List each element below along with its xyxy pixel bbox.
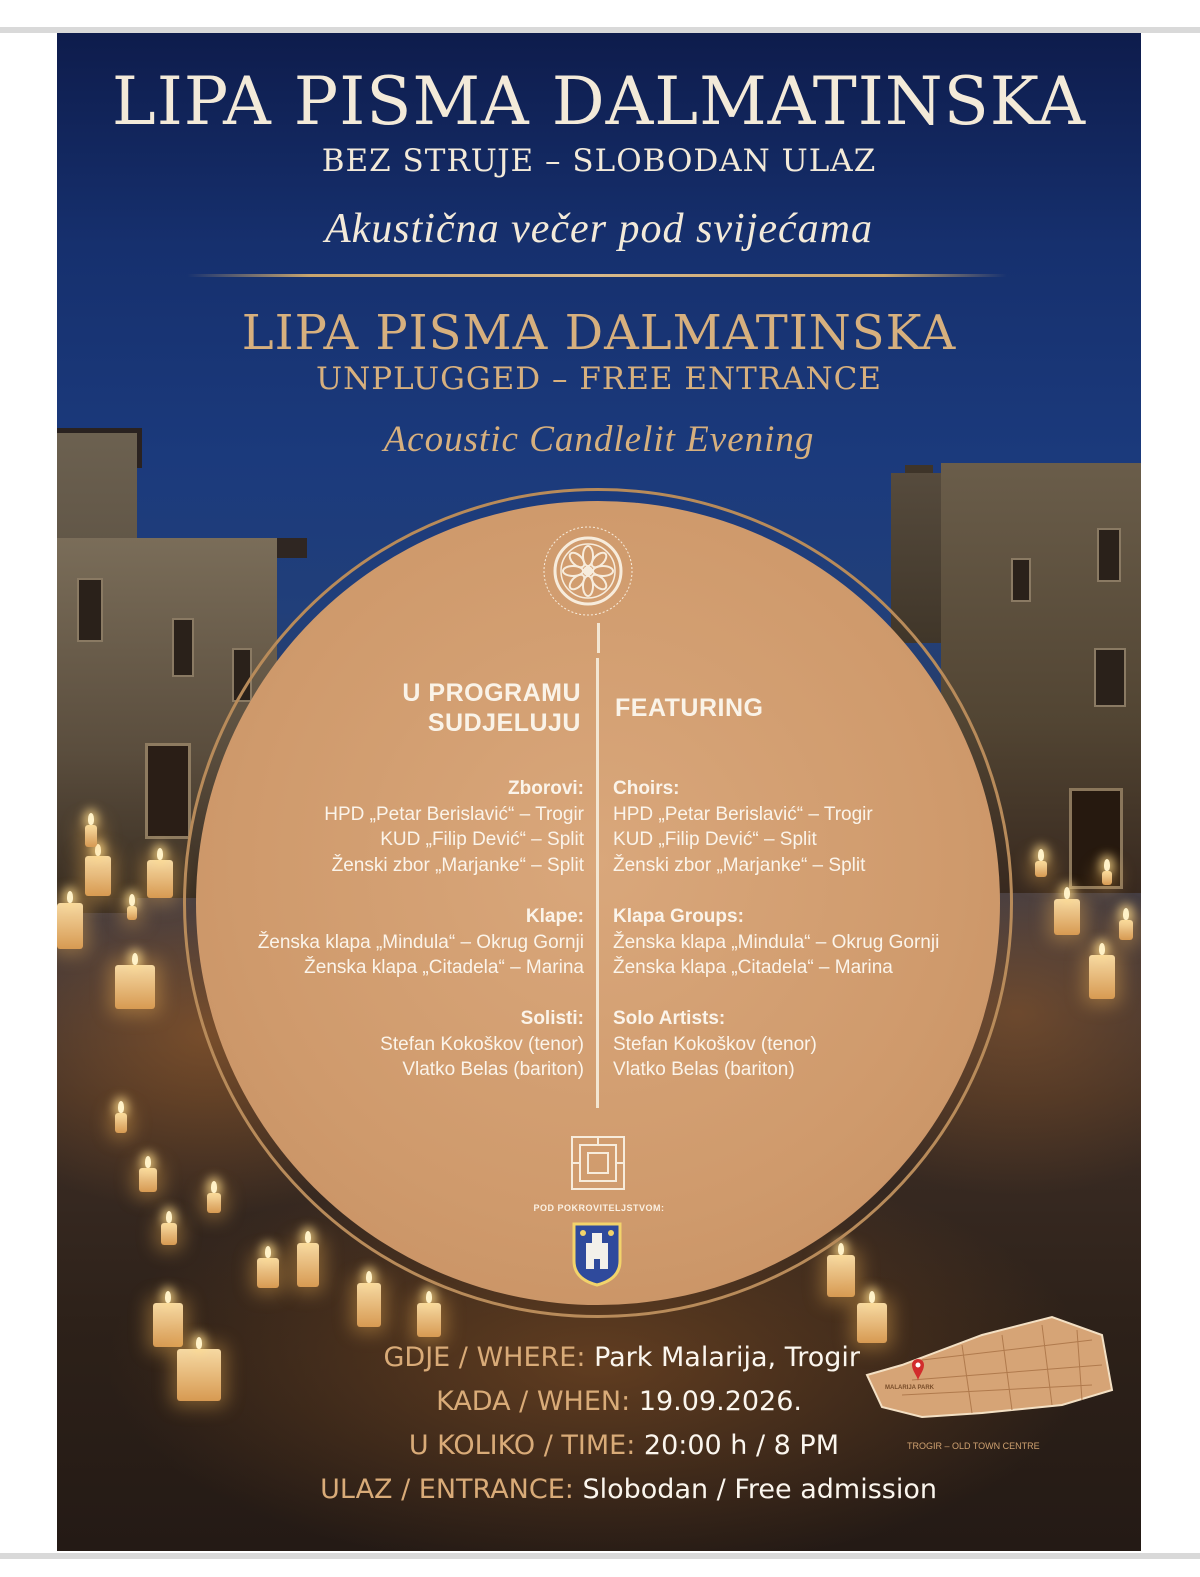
list-item: KUD „Filip Dević“ – Split xyxy=(613,829,817,850)
program-heading-croatian xyxy=(321,678,581,738)
building-window xyxy=(1011,558,1031,602)
list-item: HPD „Petar Berislavić“ – Trogir xyxy=(613,803,873,825)
emblem-stem xyxy=(597,623,600,653)
choirs-list-english xyxy=(613,776,873,878)
list-item: Ženska klapa „Mindula“ – Okrug Gornji xyxy=(257,931,584,953)
where-value: Park Malarija, Trogir xyxy=(594,1342,860,1373)
candle xyxy=(357,1283,381,1327)
list-item: Ženski zbor „Marjanke“ – Split xyxy=(613,854,866,876)
choirs-label: Choirs: xyxy=(613,778,680,799)
candle xyxy=(297,1243,319,1287)
title-english: LIPA PISMA DALMATINSKA xyxy=(241,305,957,361)
bottom-border xyxy=(0,1553,1200,1559)
trogir-maze-logo-icon xyxy=(568,1133,628,1193)
candle xyxy=(257,1258,279,1288)
when-value: 19.09.2026. xyxy=(638,1386,802,1417)
tagline-croatian: Akustična večer pod svijećama xyxy=(325,206,873,252)
list-item: Stefan Kokoškov (tenor) xyxy=(613,1033,817,1055)
klape-list-english xyxy=(613,904,939,981)
candle xyxy=(85,825,97,847)
city-coat-of-arms-icon xyxy=(571,1221,623,1287)
candle xyxy=(1089,955,1115,999)
candle xyxy=(127,906,137,920)
event-poster xyxy=(57,33,1141,1551)
list-item: Ženska klapa „Citadela“ – Marina xyxy=(613,957,893,978)
list-item: Ženski zbor „Marjanke“ – Split xyxy=(331,854,584,876)
building-window xyxy=(1097,528,1121,582)
candle xyxy=(1102,871,1112,885)
tagline-english: Acoustic Candlelit Evening xyxy=(383,419,815,460)
candle xyxy=(1054,899,1080,935)
candle xyxy=(161,1223,177,1245)
candle xyxy=(57,903,83,949)
program-heading-line2: SUDJELUJU xyxy=(427,709,581,737)
right-building-door xyxy=(1069,788,1123,889)
list-item: Ženska klapa „Citadela“ – Marina xyxy=(304,957,584,978)
choirs-list-croatian xyxy=(324,776,584,878)
list-item: Vlatko Belas (bariton) xyxy=(613,1059,795,1080)
list-item: Vlatko Belas (bariton) xyxy=(402,1059,584,1080)
candle xyxy=(827,1255,855,1297)
list-item: HPD „Petar Berislavić“ – Trogir xyxy=(324,803,584,825)
candle xyxy=(147,860,173,898)
candle xyxy=(139,1168,157,1192)
klape-label: Klape: xyxy=(525,906,584,927)
header-divider xyxy=(187,274,1007,277)
candle xyxy=(1035,861,1047,877)
where-label: GDJE / WHERE: xyxy=(383,1342,586,1373)
candle xyxy=(417,1303,441,1337)
title-croatian: LIPA PISMA DALMATINSKA xyxy=(111,63,1087,140)
candle xyxy=(1119,920,1133,940)
building-window xyxy=(1094,648,1126,707)
candle xyxy=(85,856,111,896)
time-label: U KOLIKO / TIME: xyxy=(408,1430,636,1461)
old-town-map xyxy=(862,1295,1117,1445)
map-caption: TROGIR – OLD TOWN CENTRE xyxy=(907,1441,1040,1451)
program-heading-line1: U PROGRAMU xyxy=(402,679,581,707)
klape-label: Klapa Groups: xyxy=(613,906,744,927)
soloists-list-croatian xyxy=(380,1006,584,1083)
when-label: KADA / WHEN: xyxy=(436,1386,631,1417)
building-window xyxy=(172,618,194,677)
column-divider xyxy=(596,658,599,1108)
list-item: Stefan Kokoškov (tenor) xyxy=(380,1033,584,1055)
candle xyxy=(115,1113,127,1133)
left-building-door xyxy=(145,743,191,839)
building-window xyxy=(77,578,103,642)
choirs-label: Zborovi: xyxy=(508,778,584,799)
soloists-label: Solo Artists: xyxy=(613,1008,726,1029)
festival-rosette-icon xyxy=(540,523,636,619)
soloists-label: Solisti: xyxy=(520,1008,584,1029)
info-where xyxy=(57,1343,860,1373)
info-time xyxy=(57,1431,839,1461)
program-heading-english: FEATURING xyxy=(615,694,764,722)
map-marker-label: MALARIJA PARK xyxy=(885,1385,934,1391)
info-entrance xyxy=(57,1475,937,1505)
candle xyxy=(153,1303,183,1347)
candle xyxy=(115,965,155,1009)
list-item: KUD „Filip Dević“ – Split xyxy=(380,829,584,850)
list-item: Ženska klapa „Mindula“ – Okrug Gornji xyxy=(613,931,940,953)
info-when xyxy=(57,1387,802,1417)
entrance-value: Slobodan / Free admission xyxy=(582,1474,937,1505)
subtitle-croatian: BEZ STRUJE – SLOBODAN ULAZ xyxy=(321,143,877,179)
entrance-label: ULAZ / ENTRANCE: xyxy=(320,1474,574,1505)
klape-list-croatian xyxy=(258,904,584,981)
subtitle-english: UNPLUGGED – FREE ENTRANCE xyxy=(316,361,882,397)
time-value: 20:00 h / 8 PM xyxy=(643,1430,839,1461)
patronage-label: POD POKROVITELJSTVOM: xyxy=(533,1203,665,1213)
soloists-list-english xyxy=(613,1006,817,1083)
